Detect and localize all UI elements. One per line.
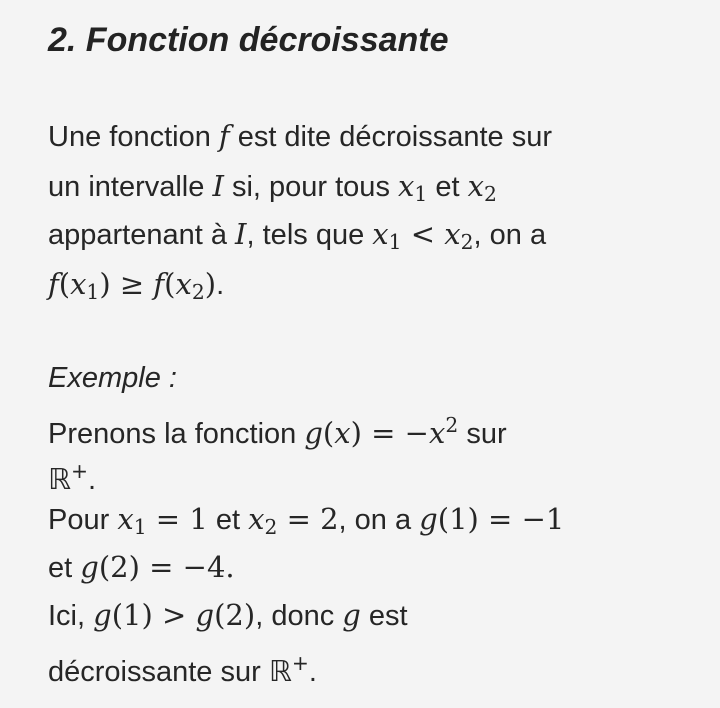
definition-line-4: $f(x_1) \ge f(x_2)$. [48,267,225,305]
definition-text: si, pour tous [231,171,390,203]
math-g-definition: $g(x) = -x^2$ [304,413,459,451]
definition-line-2 [48,166,497,214]
definition-text: appartenant à [48,219,227,251]
example-text: Pour [48,504,110,536]
example-text: et [215,504,241,536]
example-text: Ici, [48,600,86,632]
math-I: I [212,169,224,203]
example-line-5 [48,595,408,636]
math-x1-value: $x_1 = 1$ [117,502,208,540]
math-x2: $x_2$ [467,169,497,207]
math-f: f [218,119,230,153]
example-line-2: ℝ+. [48,459,97,497]
example-line-1 [48,405,507,454]
example-line-4 [48,547,235,588]
definition-line-1 [48,116,552,157]
example-text: Prenons la fonction [48,418,297,451]
example-line-3 [48,499,564,547]
math-g1: g(1) = −1 [419,502,565,536]
math-x1: $x_1$ [398,169,428,207]
math-R-plus: ℝ+ [48,459,88,497]
math-inequality: $x_1 < x_2$ [372,217,474,255]
example-line-6: décroissante sur ℝ+. [48,651,317,689]
math-comparison: g(1) > g(2) [93,598,256,632]
definition-text: un intervalle [48,171,205,203]
math-conclusion: $f(x_1) \ge f(x_2)$ [48,267,217,305]
example-text: , on a [338,504,412,536]
example-text: sur [466,418,507,451]
example-text: et [48,552,73,584]
definition-text: , on a [473,219,547,251]
definition-text: , tels que [246,219,365,251]
definition-line-3 [48,214,546,262]
math-R-plus: ℝ+ [268,651,309,689]
definition-text: Une fonction [48,121,211,153]
math-x2-value: $x_2 = 2$ [248,502,339,540]
example-text: , donc [255,600,335,632]
section-title: 2. Fonction décroissante [48,21,449,59]
math-I: I [235,217,247,251]
definition-text: et [435,171,460,203]
example-text: décroissante sur [48,656,261,689]
example-text: est [368,600,408,632]
math-g2: g(2) = −4. [80,550,235,584]
definition-text: est dite décroissante sur [237,121,553,153]
example-label: Exemple : [48,362,177,394]
math-g: g [342,598,361,632]
